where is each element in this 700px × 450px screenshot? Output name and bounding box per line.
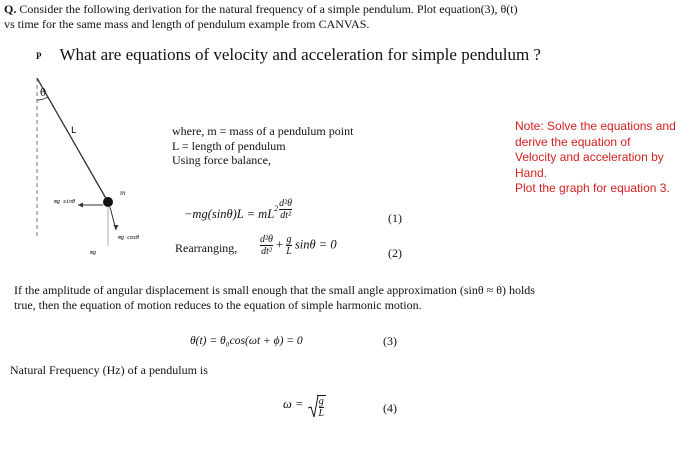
equation-1: $-mg(\sin\theta)L = mL^2$ $\frac{\text{d²θ}}{\text{dt²}}$ bbox=[184, 198, 293, 222]
cos-arrow-head bbox=[114, 225, 119, 230]
question-line-1: Consider the following derivation for the natural frequency of a simple pendulum. Plot equation(3), θ(t) bbox=[19, 2, 518, 16]
note-block: Note: Solve the equations and derive the equation of Velocity and acceleration by Hand. Plot the graph for equation 3. bbox=[515, 119, 676, 195]
definition-line: L = length of pendulum bbox=[172, 138, 286, 153]
theta-label: θ bbox=[40, 88, 47, 99]
definition-line: where, m = mass of a pendulum point bbox=[172, 124, 354, 138]
equation-2-number: (2) bbox=[388, 246, 402, 260]
subtitle-text: What are equations of velocity and acceleration for simple pendulum ? bbox=[59, 45, 541, 64]
definitions-block bbox=[172, 124, 353, 168]
mg-label: mg bbox=[90, 250, 97, 256]
equation-4: ω = $\frac{g}{L}$ bbox=[283, 396, 325, 419]
length-label: L bbox=[71, 126, 77, 136]
mg-cos-label: mg cosθ bbox=[118, 235, 140, 241]
natural-frequency-label: Natural Frequency (Hz) of a pendulum is bbox=[10, 363, 208, 377]
pendulum-diagram bbox=[20, 78, 160, 268]
definition-line: Using force balance, bbox=[172, 153, 271, 167]
sin-arrow-head bbox=[78, 203, 83, 208]
pendulum-string bbox=[37, 78, 108, 202]
rearranging-label: Rearranging, bbox=[175, 241, 238, 255]
subtitle-heading bbox=[36, 45, 541, 65]
mass-label: m bbox=[120, 190, 126, 197]
pendulum-bob bbox=[103, 197, 113, 207]
question-prefix: Q. bbox=[4, 2, 17, 16]
question-text bbox=[4, 2, 518, 32]
equation-4-number: (4) bbox=[383, 401, 397, 415]
mg-sin-label: mg sinθ bbox=[54, 199, 76, 205]
question-line-2: vs time for the same mass and length of pendulum example from CANVAS. bbox=[4, 17, 370, 31]
equation-3: θ(t) = θ₀cos(ωt + ϕ) = 0 bbox=[190, 335, 303, 347]
equation-3-number: (3) bbox=[383, 334, 397, 348]
figure-label-p: P bbox=[36, 51, 42, 62]
equation-2: $\frac{\text{d²θ}}{\text{dt²}}$ + $\frac{g}{L}$ sinθ = 0 bbox=[260, 234, 337, 257]
approximation-paragraph: If the amplitude of angular displacement is small enough that the small angle approximation (sinθ ≈ θ) holds true, then the equation of motion reduces to the equation of simple harmonic motion. bbox=[14, 283, 535, 312]
equation-1-number: (1) bbox=[388, 211, 402, 225]
